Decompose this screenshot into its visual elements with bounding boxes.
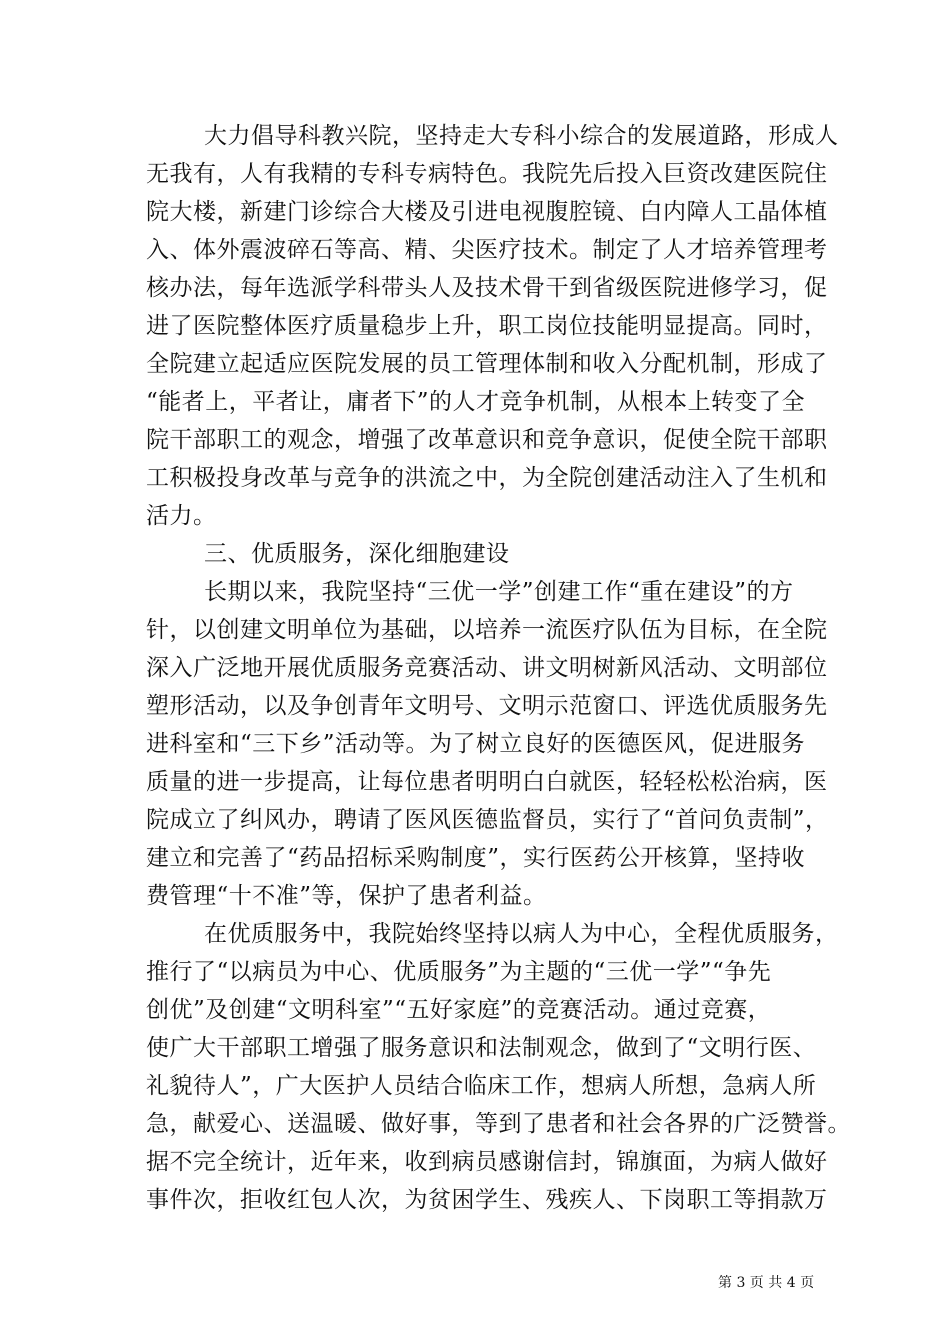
text-line: 使广大干部职工增强了服务意识和法制观念，做到了“文明行医、 xyxy=(146,1035,817,1061)
text-line: 事件次，拒收红包人次，为贫困学生、残疾人、下岗职工等捐款万 xyxy=(146,1187,828,1213)
text-line: 院干部职工的观念，增强了改革意识和竞争意识，促使全院干部职 xyxy=(146,427,828,453)
text-line: 针，以创建文明单位为基础，以培养一流医疗队伍为目标，在全院 xyxy=(146,617,828,643)
text-line: 深入广泛地开展优质服务竞赛活动、讲文明树新风活动、文明部位 xyxy=(146,655,828,681)
text-line: 塑形活动，以及争创青年文明号、文明示范窗口、评选优质服务先 xyxy=(146,693,828,719)
text-line: 费管理“十不准”等，保护了患者利益。 xyxy=(146,883,547,909)
text-line: 大力倡导科教兴院，坚持走大专科小综合的发展道路，形成人 xyxy=(204,123,839,149)
section-heading: 三、优质服务，深化细胞建设 xyxy=(204,541,510,567)
text-line: 据不完全统计，近年来，收到病员感谢信封，锦旗面，为病人做好 xyxy=(146,1149,828,1175)
text-line: 进了医院整体医疗质量稳步上升，职工岗位技能明显提高。同时， xyxy=(146,313,828,339)
text-line: 急，献爱心、送温暖、做好事，等到了患者和社会各界的广泛赞誉。 xyxy=(146,1111,851,1137)
text-line: 长期以来，我院坚持“三优一学”创建工作“重在建设”的方 xyxy=(204,579,794,605)
text-line: 推行了“以病员为中心、优质服务”为主题的“三优一学”“争先 xyxy=(146,959,772,985)
text-line: 工积极投身改革与竞争的洪流之中，为全院创建活动注入了生机和 xyxy=(146,465,828,491)
page-number-footer: 第 3 页 共 4 页 xyxy=(718,1275,815,1291)
text-line: 礼貌待人”，广大医护人员结合临床工作，想病人所想，急病人所 xyxy=(146,1073,817,1099)
text-line: 院成立了纠风办，聘请了医风医德监督员，实行了“首问负责制”， xyxy=(146,807,829,833)
text-line: 全院建立起适应医院发展的员工管理体制和收入分配机制，形成了 xyxy=(146,351,828,377)
text-line: 活力。 xyxy=(146,503,217,529)
text-line: 进科室和“三下乡”活动等。为了树立良好的医德医风，促进服务 xyxy=(146,731,806,757)
text-line: 建立和完善了“药品招标采购制度”，实行医药公开核算，坚持收 xyxy=(146,845,806,871)
text-line: “能者上，平者让，庸者下”的人才竞争机制，从根本上转变了全 xyxy=(146,389,806,415)
text-line: 院大楼，新建门诊综合大楼及引进电视腹腔镜、白内障人工晶体植 xyxy=(146,199,828,225)
text-line: 核办法，每年选派学科带头人及技术骨干到省级医院进修学习，促 xyxy=(146,275,828,301)
text-line: 在优质服务中，我院始终坚持以病人为中心，全程优质服务， xyxy=(204,921,839,947)
text-line: 入、体外震波碎石等高、精、尖医疗技术。制定了人才培养管理考 xyxy=(146,237,828,263)
text-line: 创优”及创建“文明科室”“五好家庭”的竞赛活动。通过竞赛， xyxy=(146,997,772,1023)
text-line: 无我有，人有我精的专科专病特色。我院先后投入巨资改建医院住 xyxy=(146,161,828,187)
text-line: 质量的进一步提高，让每位患者明明白白就医，轻轻松松治病，医 xyxy=(146,769,828,795)
